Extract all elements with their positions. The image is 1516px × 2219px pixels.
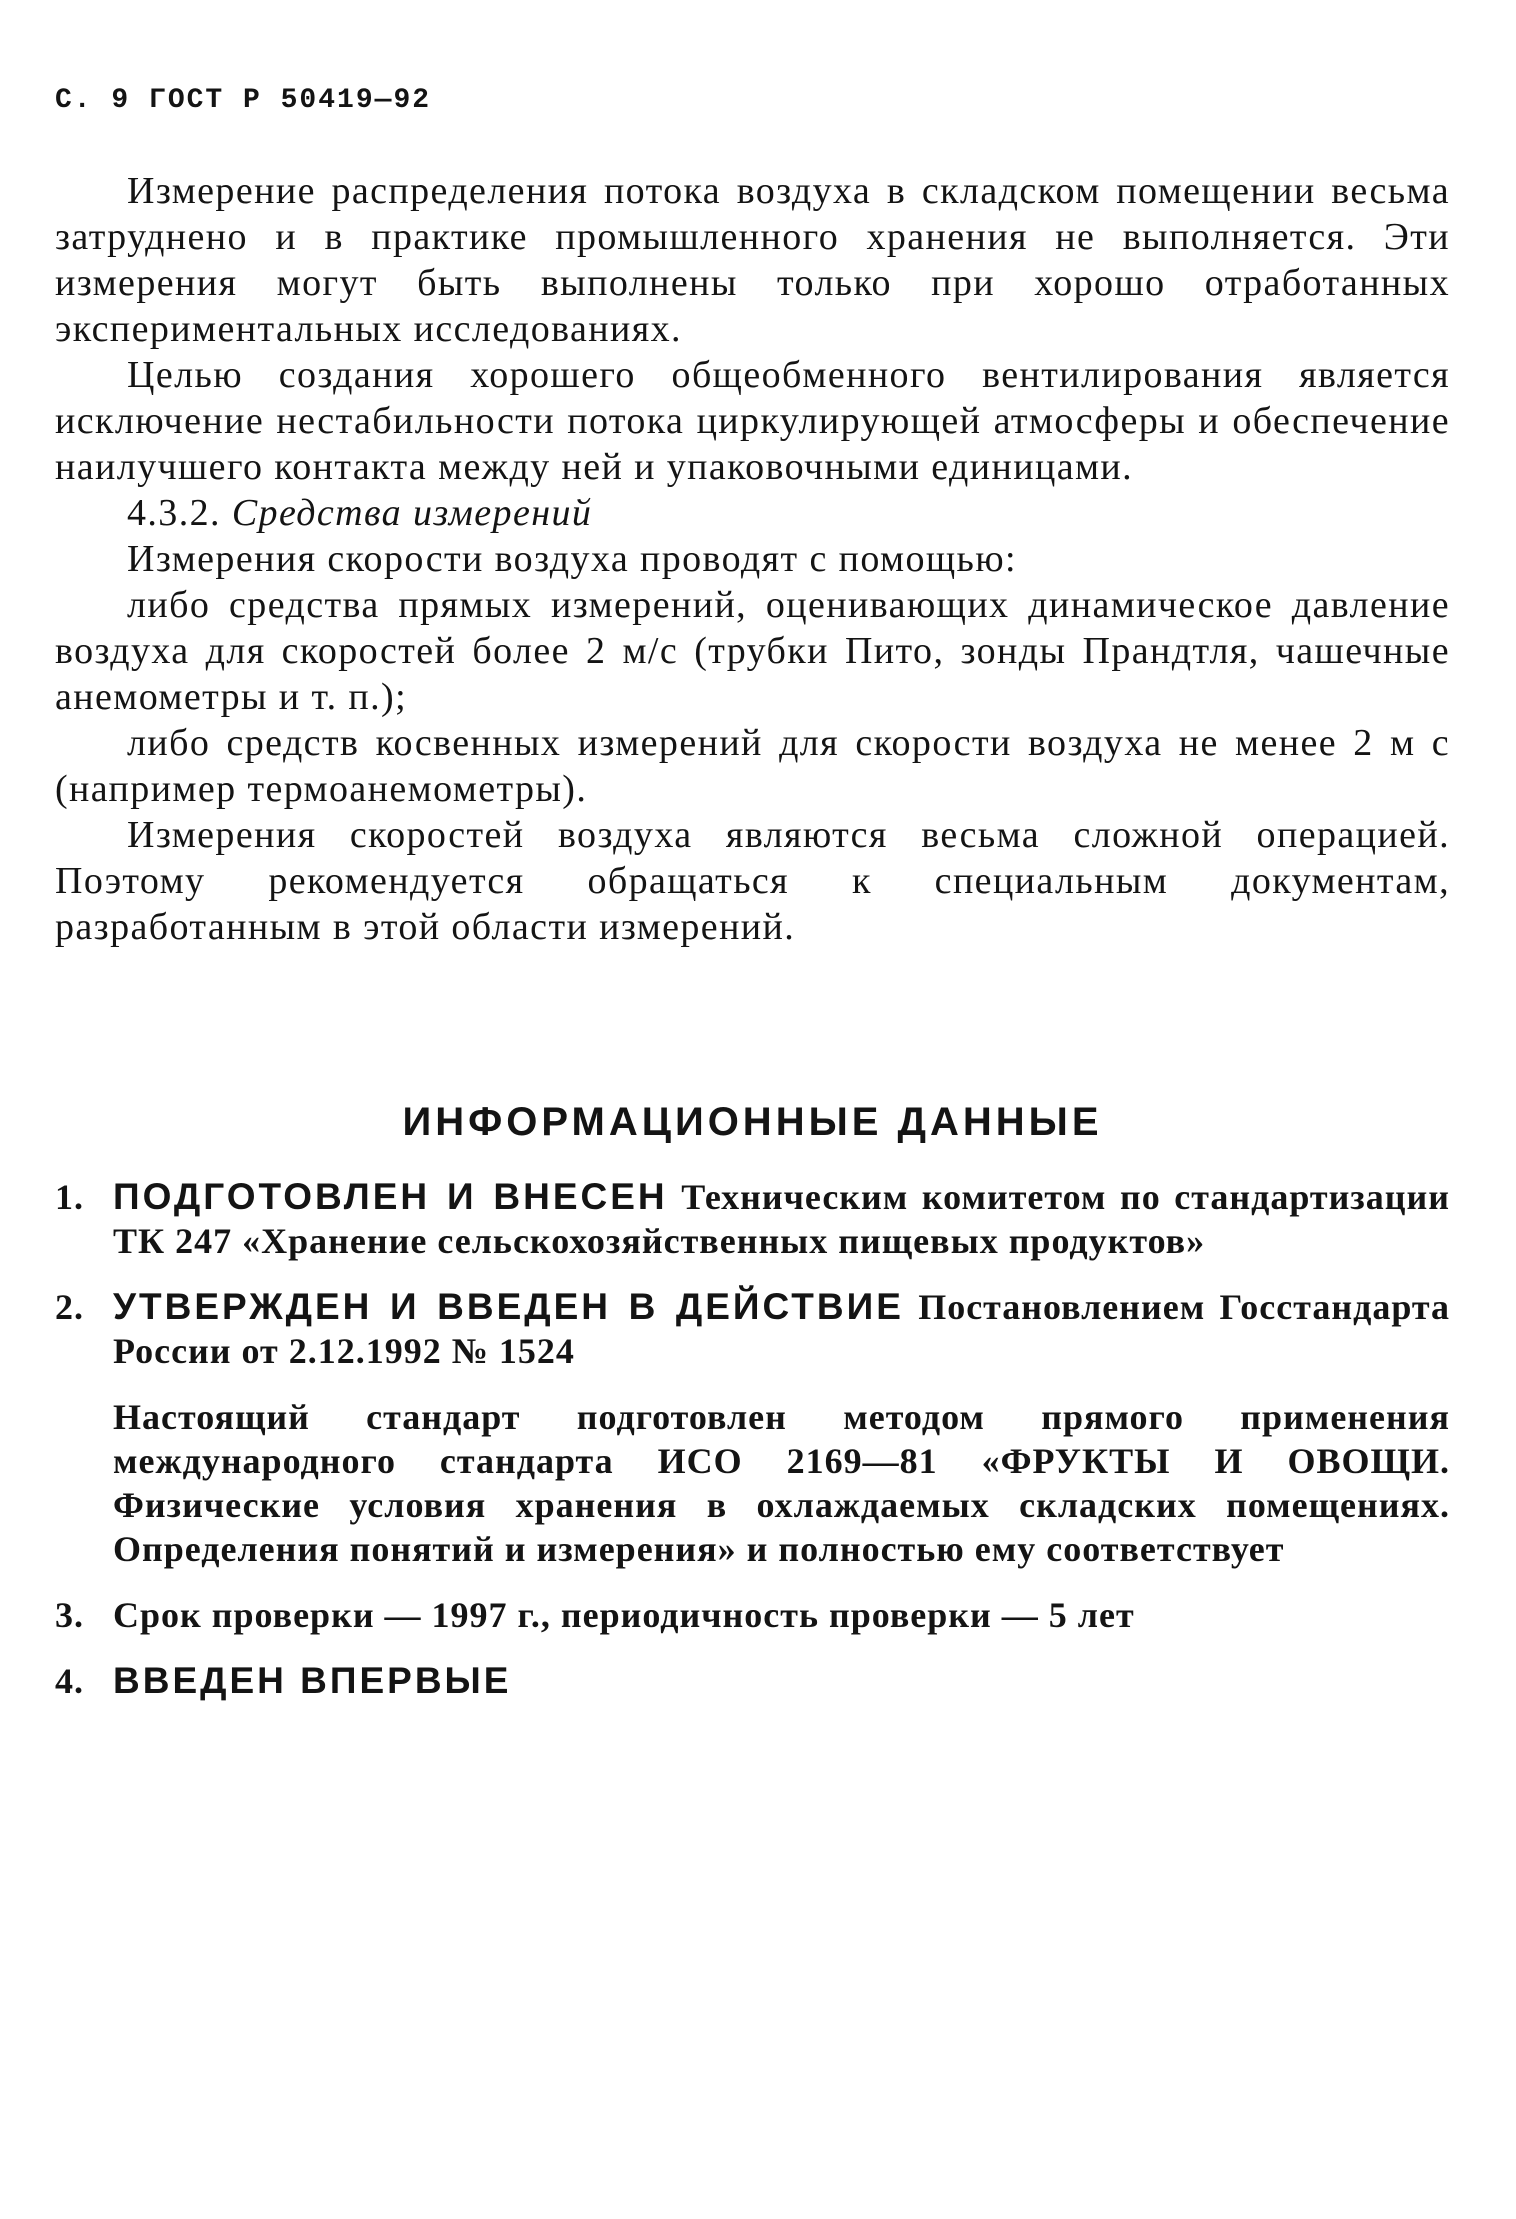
section-heading [55,490,1450,536]
document-page [55,85,1450,1725]
info-item-text [113,1175,1450,1263]
info-item-body: Срок проверки — 1997 г., периодичность проверки — 5 лет [113,1595,1135,1635]
info-item-lead: ПОДГОТОВЛЕН И ВНЕСЕН [113,1176,668,1217]
paragraph-indirect-measurement: либо средств косвенных измерений для скорости воздуха не менее 2 м с (например термоанемометры). [55,722,1450,810]
section-title: Средства измерений [231,492,593,534]
info-item-lead: УТВЕРЖДЕН И ВВЕДЕН В ДЕЙСТВИЕ [113,1286,904,1327]
page-header: С. 9 ГОСТ Р 50419—92 [55,85,432,116]
info-item-text [113,1593,1450,1637]
info-item-lead: ВВЕДЕН ВПЕРВЫЕ [113,1660,512,1701]
info-standard-note: Настоящий стандарт подготовлен методом прямого применения международного стандарта ИСО 2169—81 «ФРУКТЫ И ОВОЩИ. Физические условия хранения в охлаждаемых складских помещениях. Определения понятий и измерения» и полностью ему соответствует [113,1397,1450,1569]
info-item-text [113,1285,1450,1373]
info-section-title: ИНФОРМАЦИОННЫЕ ДАННЫЕ [402,1100,1103,1144]
info-item-number: 1. [55,1177,84,1217]
info-item-body: Постановлением Госстандарта России от 2.12.1992 № 1524 [113,1287,1450,1371]
paragraph-complexity-note: Измерения скоростей воздуха являются весьма сложной операцией. Поэтому рекомендуется обращаться к специальным документам, разработанным в этой области измерений. [55,814,1450,948]
info-item-2 [55,1285,1450,1373]
info-item-4 [55,1659,1450,1703]
info-item-number: 2. [55,1287,84,1327]
info-item-number: 3. [55,1595,84,1635]
info-item-number: 4. [55,1661,84,1701]
section-number: 4.3.2. [127,492,221,534]
paragraph-ventilation-goal: Целью создания хорошего общеобменного вентилирования является исключение нестабильности потока циркулирующей атмосферы и обеспечение наилучшего контакта между ней и упаковочными единицами. [55,354,1450,488]
info-item-body: Техническим комитетом по стандартизации ТК 247 «Хранение сельскохозяйственных пищевых продуктов» [113,1177,1451,1261]
paragraph-direct-measurement: либо средства прямых измерений, оценивающих динамическое давление воздуха для скоростей более 2 м/с (трубки Пито, зонды Прандтля, чашечные анемометры и т. п.); [55,584,1450,718]
paragraph-measurement-means: Измерения скорости воздуха проводят с помощью: [127,538,1018,580]
paragraph-air-flow-measurement: Измерение распределения потока воздуха в складском помещении весьма затруднено и в практике промышленного хранения не выполняется. Эти измерения могут быть выполнены только при хорошо отработанных экспериментальных исследованиях. [55,170,1450,350]
info-item-text [113,1659,1450,1703]
info-item-3 [55,1593,1450,1637]
info-item-1 [55,1175,1450,1263]
